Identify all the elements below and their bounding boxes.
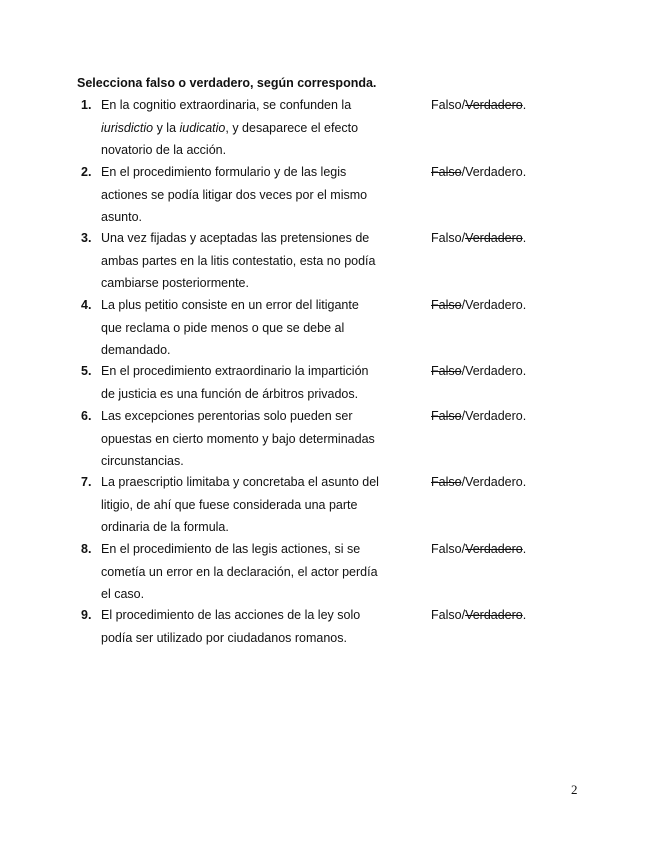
verdadero-option: Verdadero	[465, 98, 523, 112]
answer-period: .	[522, 165, 527, 179]
answer-period: .	[522, 542, 527, 556]
question-number: 1.	[81, 98, 92, 112]
text-segment: podía ser utilizado por ciudadanos romanos.	[101, 630, 347, 645]
text-segment: litigio, de ahí que fuese considerada una parte	[101, 497, 358, 512]
question-text-line	[101, 272, 401, 295]
answer-choice	[431, 364, 526, 378]
option-separator: /	[461, 409, 466, 423]
question-text-line	[101, 139, 401, 162]
answer-choice	[431, 231, 526, 245]
question-text-line	[101, 405, 401, 428]
text-segment: iudicatio	[179, 120, 226, 135]
question-text	[101, 604, 401, 649]
answer-period: .	[522, 231, 527, 245]
text-segment: que reclama o pide menos o que se debe al	[101, 320, 345, 335]
question-number: 6.	[81, 409, 92, 423]
answer-period: .	[522, 608, 527, 622]
text-segment: La plus petitio consiste en un error del litigante	[101, 298, 359, 312]
question-text-line	[101, 161, 401, 184]
question-text-line	[101, 450, 401, 473]
text-segment: ordinaria de la formula.	[101, 520, 229, 534]
verdadero-option: Verdadero	[465, 298, 523, 312]
answer-period: .	[522, 98, 527, 112]
question-text-line	[101, 383, 401, 406]
option-separator: /	[461, 298, 466, 312]
falso-option: Falso	[431, 608, 462, 622]
falso-option: Falso	[431, 409, 462, 423]
option-separator: /	[461, 364, 466, 378]
question-text-line	[101, 206, 401, 229]
question-text-line	[101, 117, 401, 140]
instruction-heading: Selecciona falso o verdadero, según corresponda.	[77, 76, 377, 90]
verdadero-option: Verdadero	[465, 364, 523, 378]
text-segment: y la	[153, 120, 180, 135]
answer-choice	[431, 608, 526, 622]
question-text-line	[101, 227, 401, 250]
question-text-line	[101, 604, 401, 627]
question-text	[101, 294, 401, 362]
option-separator: /	[461, 165, 466, 179]
verdadero-option: Verdadero	[465, 608, 523, 622]
text-segment: , y desaparece el efecto	[225, 120, 359, 135]
option-separator: /	[461, 542, 466, 556]
answer-choice	[431, 165, 526, 179]
question-text-line	[101, 627, 401, 650]
question-number: 8.	[81, 542, 92, 556]
option-separator: /	[461, 475, 466, 489]
text-segment: opuestas en cierto momento y bajo determinadas	[101, 431, 375, 446]
verdadero-option: Verdadero	[465, 165, 523, 179]
falso-option: Falso	[431, 475, 462, 489]
text-segment: En la cognitio extraordinaria, se confunden la	[101, 98, 352, 112]
text-segment: En el procedimiento de las legis actiones, si se	[101, 542, 361, 556]
text-segment: La praescriptio limitaba y concretaba el asunto del	[101, 475, 379, 489]
option-separator: /	[461, 608, 466, 622]
question-text-line	[101, 538, 401, 561]
option-separator: /	[461, 231, 466, 245]
question-text-line	[101, 561, 401, 584]
text-segment: demandado.	[101, 343, 171, 357]
option-separator: /	[461, 98, 466, 112]
question-number: 4.	[81, 298, 92, 312]
text-segment: cambiarse posteriormente.	[101, 276, 249, 290]
text-segment: de justicia es una función de árbitros privados.	[101, 386, 359, 401]
question-text-line	[101, 250, 401, 273]
answer-period: .	[522, 475, 527, 489]
text-segment: ambas partes en la litis contestatio, esta no podía	[101, 253, 376, 268]
question-text	[101, 538, 401, 606]
verdadero-option: Verdadero	[465, 409, 523, 423]
question-text	[101, 471, 401, 539]
question-number: 7.	[81, 475, 92, 489]
question-number: 2.	[81, 165, 92, 179]
question-text-line	[101, 317, 401, 340]
falso-option: Falso	[431, 364, 462, 378]
question-text-line	[101, 360, 401, 383]
question-text-line	[101, 516, 401, 539]
falso-option: Falso	[431, 98, 462, 112]
question-text	[101, 94, 401, 162]
question-number: 9.	[81, 608, 92, 622]
answer-choice	[431, 298, 526, 312]
question-text	[101, 227, 401, 295]
page-number: 2	[571, 782, 578, 797]
answer-choice	[431, 542, 526, 556]
text-segment: iurisdictio	[101, 120, 154, 135]
falso-option: Falso	[431, 165, 462, 179]
falso-option: Falso	[431, 542, 462, 556]
text-segment: cometía un error en la declaración, el actor perdía	[101, 564, 378, 579]
verdadero-option: Verdadero	[465, 231, 523, 245]
text-segment: Las excepciones perentorias solo pueden ser	[101, 409, 353, 423]
text-segment: El procedimiento de las acciones de la ley solo	[101, 608, 361, 622]
falso-option: Falso	[431, 298, 462, 312]
falso-option: Falso	[431, 231, 462, 245]
question-text-line	[101, 494, 401, 517]
text-segment: circunstancias.	[101, 454, 184, 468]
text-segment: En el procedimiento formulario y de las legis	[101, 165, 347, 179]
question-text	[101, 360, 401, 405]
answer-choice	[431, 475, 526, 489]
question-text-line	[101, 339, 401, 362]
question-text-line	[101, 184, 401, 207]
text-segment: En el procedimiento extraordinario la impartición	[101, 364, 369, 378]
text-segment: novatorio de la acción.	[101, 143, 227, 157]
text-segment: Una vez fijadas y aceptadas las pretensiones de	[101, 231, 370, 245]
question-text	[101, 405, 401, 473]
question-number: 3.	[81, 231, 92, 245]
question-text-line	[101, 471, 401, 494]
text-segment: actiones se podía litigar dos veces por el mismo	[101, 187, 368, 202]
answer-period: .	[522, 409, 527, 423]
answer-choice	[431, 98, 526, 112]
question-text	[101, 161, 401, 229]
text-segment: asunto.	[101, 210, 143, 224]
question-text-line	[101, 428, 401, 451]
question-text-line	[101, 94, 401, 117]
answer-choice	[431, 409, 526, 423]
verdadero-option: Verdadero	[465, 542, 523, 556]
question-text-line	[101, 583, 401, 606]
verdadero-option: Verdadero	[465, 475, 523, 489]
question-number: 5.	[81, 364, 92, 378]
question-text-line	[101, 294, 401, 317]
answer-period: .	[522, 298, 527, 312]
answer-period: .	[522, 364, 527, 378]
text-segment: el caso.	[101, 587, 145, 601]
